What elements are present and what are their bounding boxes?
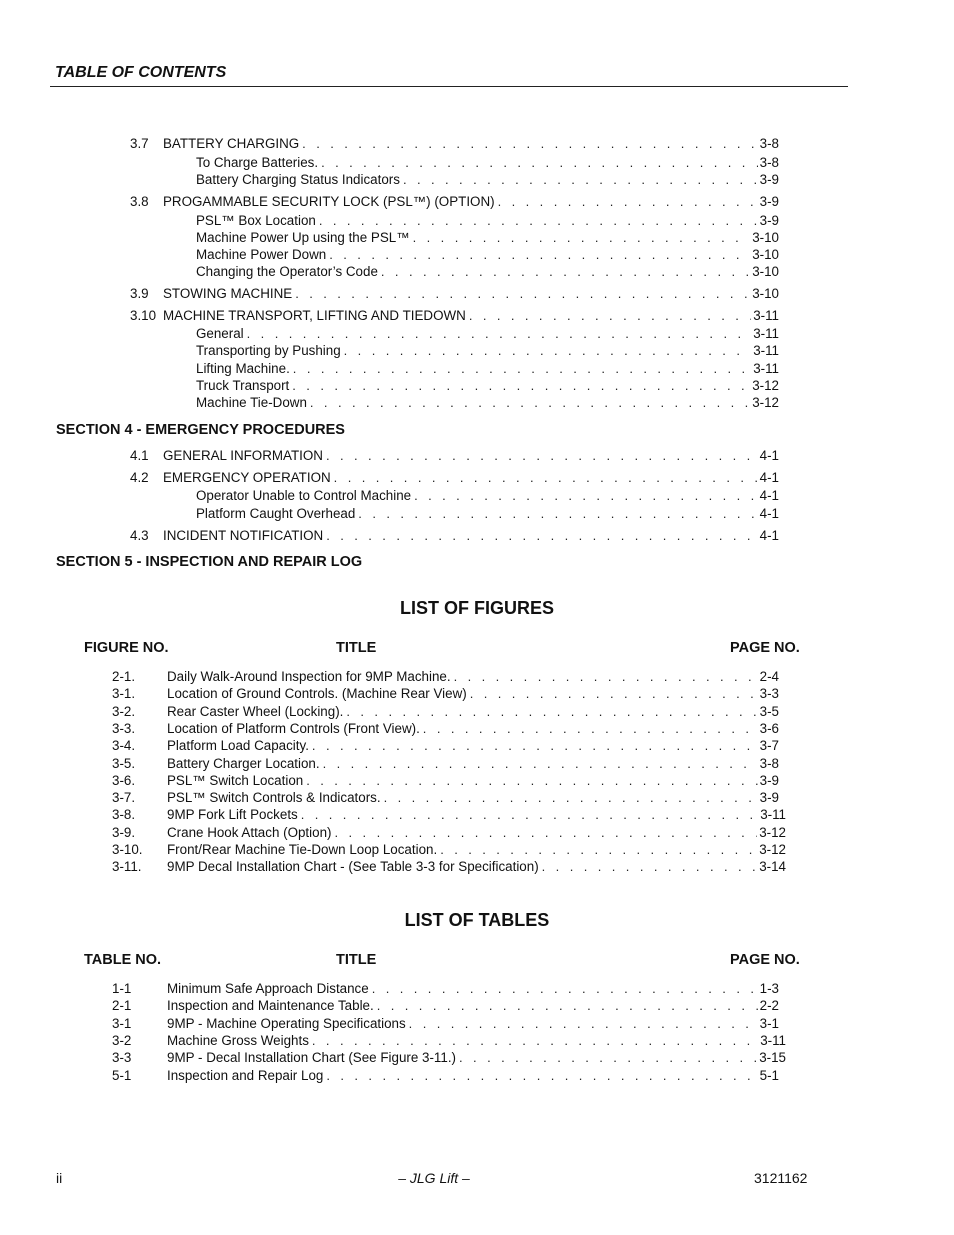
toc-subentry-title: Transporting by Pushing bbox=[196, 343, 341, 358]
toc-entry bbox=[163, 308, 779, 323]
dot-leader bbox=[312, 1033, 758, 1048]
dot-leader bbox=[469, 308, 751, 323]
dot-leader bbox=[384, 790, 758, 805]
toc-subentry bbox=[196, 506, 779, 521]
table-entry-title: Inspection and Maintenance Table. bbox=[167, 998, 374, 1014]
toc-entry-page: 3-9 bbox=[759, 194, 779, 209]
toc-entry-number: 3.7 bbox=[130, 136, 149, 151]
dot-leader bbox=[306, 773, 757, 788]
toc-entry-title: STOWING MACHINE bbox=[163, 286, 293, 301]
toc-entry bbox=[163, 194, 779, 209]
toc-subentry-page: 3-12 bbox=[752, 378, 779, 393]
toc-entry-title: PROGAMMABLE SECURITY LOCK (PSL™) (OPTION) bbox=[163, 194, 495, 209]
figure-entry-page: 3-3 bbox=[759, 686, 779, 702]
dot-leader bbox=[409, 1016, 758, 1031]
table-entry bbox=[167, 998, 779, 1013]
figure-entry-title: Platform Load Capacity. bbox=[167, 738, 309, 754]
toc-entry-title: INCIDENT NOTIFICATION bbox=[163, 528, 324, 543]
table-entry-title: 9MP - Machine Operating Specifications bbox=[167, 1015, 406, 1031]
table-entry-number: 1-1 bbox=[112, 981, 132, 996]
toc-entry-page: 3-11 bbox=[753, 308, 779, 323]
list-of-tables-title: LIST OF TABLES bbox=[404, 910, 550, 930]
toc-entry-number: 4.3 bbox=[130, 528, 149, 543]
figure-entry-title: Location of Platform Controls (Front View). bbox=[167, 720, 420, 736]
toc-subentry bbox=[196, 361, 779, 376]
dot-leader bbox=[312, 738, 758, 753]
toc-entry-number: 3.9 bbox=[130, 286, 149, 301]
toc-entry-page: 4-1 bbox=[759, 470, 779, 485]
figure-entry bbox=[167, 756, 779, 771]
dot-leader bbox=[319, 213, 758, 228]
figure-entry-number: 3-4. bbox=[112, 738, 136, 754]
dot-leader bbox=[310, 395, 750, 410]
table-entry bbox=[167, 981, 779, 996]
toc-subentry-page: 3-10 bbox=[752, 230, 779, 245]
table-entry-number: 2-1 bbox=[112, 998, 132, 1014]
toc-subentry-page: 3-10 bbox=[752, 264, 779, 279]
dot-leader bbox=[440, 842, 757, 857]
toc-subentry-title: Changing the Operator’s Code bbox=[196, 264, 378, 279]
dot-leader bbox=[498, 194, 758, 209]
table-entry-title: 9MP - Decal Installation Chart (See Figure 3-11.) bbox=[167, 1050, 457, 1066]
dot-leader bbox=[334, 470, 758, 485]
dot-leader bbox=[454, 669, 758, 684]
figure-entry bbox=[167, 859, 786, 874]
toc-entry-title: MACHINE TRANSPORT, LIFTING AND TIEDOWN bbox=[163, 308, 466, 323]
figure-entry bbox=[167, 704, 779, 719]
figure-entry-number: 3-9. bbox=[112, 824, 136, 840]
toc-subentry bbox=[196, 213, 779, 228]
toc-entry bbox=[163, 136, 779, 151]
toc-entry-page: 4-1 bbox=[759, 448, 779, 463]
figure-entry-number: 3-1. bbox=[112, 686, 136, 702]
figure-entry-number: 3-7. bbox=[112, 790, 136, 806]
figure-entry bbox=[167, 686, 779, 701]
table-entry-page: 1-3 bbox=[759, 981, 779, 996]
toc-subentry bbox=[196, 230, 779, 245]
table-entry bbox=[167, 1068, 779, 1083]
dot-leader bbox=[321, 155, 758, 170]
toc-entry bbox=[163, 470, 779, 485]
dot-leader bbox=[358, 506, 757, 521]
figure-entry-page: 3-12 bbox=[759, 824, 786, 840]
dot-leader bbox=[346, 704, 757, 719]
footer-doc-number: 3121162 bbox=[754, 1170, 808, 1186]
figure-entry-page: 2-4 bbox=[759, 669, 779, 684]
table-entry-number: 3-2 bbox=[112, 1032, 132, 1048]
table-entry-page: 2-2 bbox=[759, 998, 779, 1014]
figure-entry-page: 3-8 bbox=[759, 755, 779, 771]
dot-leader bbox=[542, 859, 758, 874]
toc-subentry bbox=[196, 172, 779, 187]
footer-page-number: ii bbox=[56, 1170, 63, 1186]
figure-entry-page: 3-7 bbox=[759, 738, 779, 754]
figure-entry-number: 3-8. bbox=[112, 807, 136, 823]
dot-leader bbox=[292, 378, 750, 393]
toc-subentry-page: 3-10 bbox=[752, 247, 779, 262]
table-entry bbox=[167, 1033, 786, 1048]
figure-entry-number: 3-2. bbox=[112, 703, 136, 719]
figure-entry-number: 3-10. bbox=[112, 842, 143, 857]
table-entry-number: 3-3 bbox=[112, 1050, 132, 1066]
toc-subentry-title: Truck Transport bbox=[196, 378, 290, 393]
toc-subentry-title: To Charge Batteries. bbox=[196, 155, 319, 170]
toc-entry-number: 3.10 bbox=[130, 308, 157, 323]
table-entry-title: Machine Gross Weights bbox=[167, 1032, 309, 1048]
tables-col-number: TABLE NO. bbox=[84, 952, 162, 968]
figure-entry-title: Front/Rear Machine Tie-Down Loop Location. bbox=[167, 842, 438, 857]
toc-subentry-page: 3-11 bbox=[753, 343, 779, 358]
figure-entry-title: Crane Hook Attach (Option) bbox=[167, 824, 332, 840]
toc-entry-page: 3-10 bbox=[752, 286, 779, 301]
figure-entry-number: 3-5. bbox=[112, 755, 136, 771]
toc-subentry-title: Machine Tie-Down bbox=[196, 395, 307, 410]
dot-leader bbox=[301, 807, 758, 822]
toc-subentry-title: PSL™ Box Location bbox=[196, 213, 316, 228]
figure-entry bbox=[167, 807, 786, 822]
toc-subentry-title: Platform Caught Overhead bbox=[196, 506, 356, 521]
table-entry-number: 5-1 bbox=[112, 1067, 132, 1083]
table-entry-page: 3-11 bbox=[760, 1032, 786, 1048]
table-entry bbox=[167, 1016, 779, 1031]
tables-col-title: TITLE bbox=[336, 952, 377, 968]
header-rule bbox=[50, 86, 848, 87]
toc-entry-title: GENERAL INFORMATION bbox=[163, 448, 323, 463]
toc-subentry bbox=[196, 488, 779, 503]
figure-entry-title: Rear Caster Wheel (Locking). bbox=[167, 703, 344, 719]
figure-entry-number: 3-11. bbox=[112, 859, 142, 875]
dot-leader bbox=[423, 721, 758, 736]
figures-col-number: FIGURE NO. bbox=[84, 640, 169, 656]
dot-leader bbox=[335, 825, 758, 840]
toc-entry-page: 4-1 bbox=[759, 528, 779, 543]
figure-entry bbox=[167, 773, 779, 788]
toc-subentry-page: 3-12 bbox=[752, 395, 779, 410]
footer-center: – JLG Lift – bbox=[398, 1170, 470, 1186]
tables-col-page: PAGE NO. bbox=[730, 952, 800, 968]
figure-entry-title: Daily Walk-Around Inspection for 9MP Machine. bbox=[167, 669, 451, 684]
toc-entry bbox=[163, 528, 779, 543]
toc-entry-title: EMERGENCY OPERATION bbox=[163, 470, 331, 485]
dot-leader bbox=[470, 686, 758, 701]
toc-subentry-page: 3-9 bbox=[759, 172, 779, 187]
figure-entry bbox=[167, 738, 779, 753]
figure-entry-number: 2-1. bbox=[112, 669, 136, 684]
table-entry bbox=[167, 1050, 786, 1065]
figure-entry bbox=[167, 790, 779, 805]
figure-entry-page: 3-6 bbox=[759, 720, 779, 736]
dot-leader bbox=[326, 528, 757, 543]
toc-subentry-title: Battery Charging Status Indicators bbox=[196, 172, 400, 187]
dot-leader bbox=[247, 326, 752, 341]
toc-subentry-page: 4-1 bbox=[759, 506, 779, 521]
figure-entry-title: 9MP Decal Installation Chart - (See Table 3-3 for Specification) bbox=[167, 859, 539, 875]
dot-leader bbox=[413, 230, 751, 245]
dot-leader bbox=[372, 981, 758, 996]
figure-entry bbox=[167, 825, 786, 840]
toc-subentry-title: Machine Power Up using the PSL™ bbox=[196, 230, 410, 245]
toc-entry bbox=[163, 286, 779, 301]
dot-leader bbox=[381, 264, 750, 279]
dot-leader bbox=[329, 247, 750, 262]
table-entry-title: Inspection and Repair Log bbox=[167, 1067, 324, 1083]
figure-entry-title: Location of Ground Controls. (Machine Rear View) bbox=[167, 686, 467, 702]
dot-leader bbox=[377, 998, 758, 1013]
toc-subentry-page: 3-9 bbox=[759, 213, 779, 228]
toc-entry-number: 3.8 bbox=[130, 194, 149, 209]
figures-col-title: TITLE bbox=[336, 640, 377, 656]
section-4-heading: SECTION 4 - EMERGENCY PROCEDURES bbox=[56, 422, 345, 438]
toc-subentry-title: Lifting Machine. bbox=[196, 361, 290, 376]
toc-subentry bbox=[196, 395, 779, 410]
figure-entry bbox=[167, 721, 779, 736]
section-5-heading: SECTION 5 - INSPECTION AND REPAIR LOG bbox=[56, 554, 363, 570]
figure-entry-page: 3-12 bbox=[759, 842, 786, 857]
dot-leader bbox=[326, 448, 758, 463]
toc-subentry-title: General bbox=[196, 326, 244, 341]
figure-entry-title: Battery Charger Location. bbox=[167, 755, 320, 771]
figure-entry-page: 3-11 bbox=[760, 807, 786, 823]
dot-leader bbox=[414, 488, 758, 503]
toc-subentry-page: 3-8 bbox=[759, 155, 779, 170]
table-entry-page: 5-1 bbox=[759, 1067, 779, 1083]
figure-entry-page: 3-9 bbox=[759, 772, 779, 788]
page-header-title: TABLE OF CONTENTS bbox=[55, 64, 227, 81]
toc-entry bbox=[163, 448, 779, 463]
toc-entry-title: BATTERY CHARGING bbox=[163, 136, 300, 151]
dot-leader bbox=[403, 172, 758, 187]
toc-subentry bbox=[196, 378, 779, 393]
toc-subentry-page: 3-11 bbox=[753, 361, 779, 376]
toc-subentry bbox=[196, 247, 779, 262]
toc-subentry bbox=[196, 264, 779, 279]
dot-leader bbox=[302, 136, 757, 151]
figure-entry-number: 3-3. bbox=[112, 720, 136, 736]
figure-entry-title: PSL™ Switch Controls & Indicators. bbox=[167, 790, 381, 806]
figure-entry-title: 9MP Fork Lift Pockets bbox=[167, 807, 298, 823]
figure-entry-title: PSL™ Switch Location bbox=[167, 772, 304, 788]
toc-entry-page: 3-8 bbox=[759, 136, 779, 151]
toc-entry-number: 4.2 bbox=[130, 470, 149, 485]
figure-entry bbox=[167, 669, 779, 684]
table-entry-title: Minimum Safe Approach Distance bbox=[167, 981, 369, 996]
dot-leader bbox=[326, 1068, 757, 1083]
toc-entry-number: 4.1 bbox=[130, 448, 149, 463]
toc-subentry-title: Operator Unable to Control Machine bbox=[196, 488, 412, 503]
figure-entry bbox=[167, 842, 786, 857]
dot-leader bbox=[344, 343, 752, 358]
toc-subentry bbox=[196, 155, 779, 170]
dot-leader bbox=[295, 286, 750, 301]
dot-leader bbox=[459, 1050, 757, 1065]
figure-entry-page: 3-5 bbox=[759, 703, 779, 719]
toc-subentry-title: Machine Power Down bbox=[196, 247, 327, 262]
table-entry-page: 3-15 bbox=[759, 1050, 786, 1066]
figures-col-page: PAGE NO. bbox=[730, 640, 800, 656]
toc-subentry-page: 3-11 bbox=[753, 326, 779, 341]
dot-leader bbox=[323, 756, 758, 771]
table-entry-page: 3-1 bbox=[759, 1015, 779, 1031]
toc-subentry bbox=[196, 343, 779, 358]
figure-entry-page: 3-14 bbox=[759, 859, 786, 875]
figure-entry-page: 3-9 bbox=[759, 790, 779, 806]
dot-leader bbox=[293, 361, 751, 376]
toc-subentry-page: 4-1 bbox=[759, 488, 779, 503]
figure-entry-number: 3-6. bbox=[112, 772, 136, 788]
list-of-figures-title: LIST OF FIGURES bbox=[399, 598, 554, 618]
table-entry-number: 3-1 bbox=[112, 1015, 132, 1031]
toc-subentry bbox=[196, 326, 779, 341]
